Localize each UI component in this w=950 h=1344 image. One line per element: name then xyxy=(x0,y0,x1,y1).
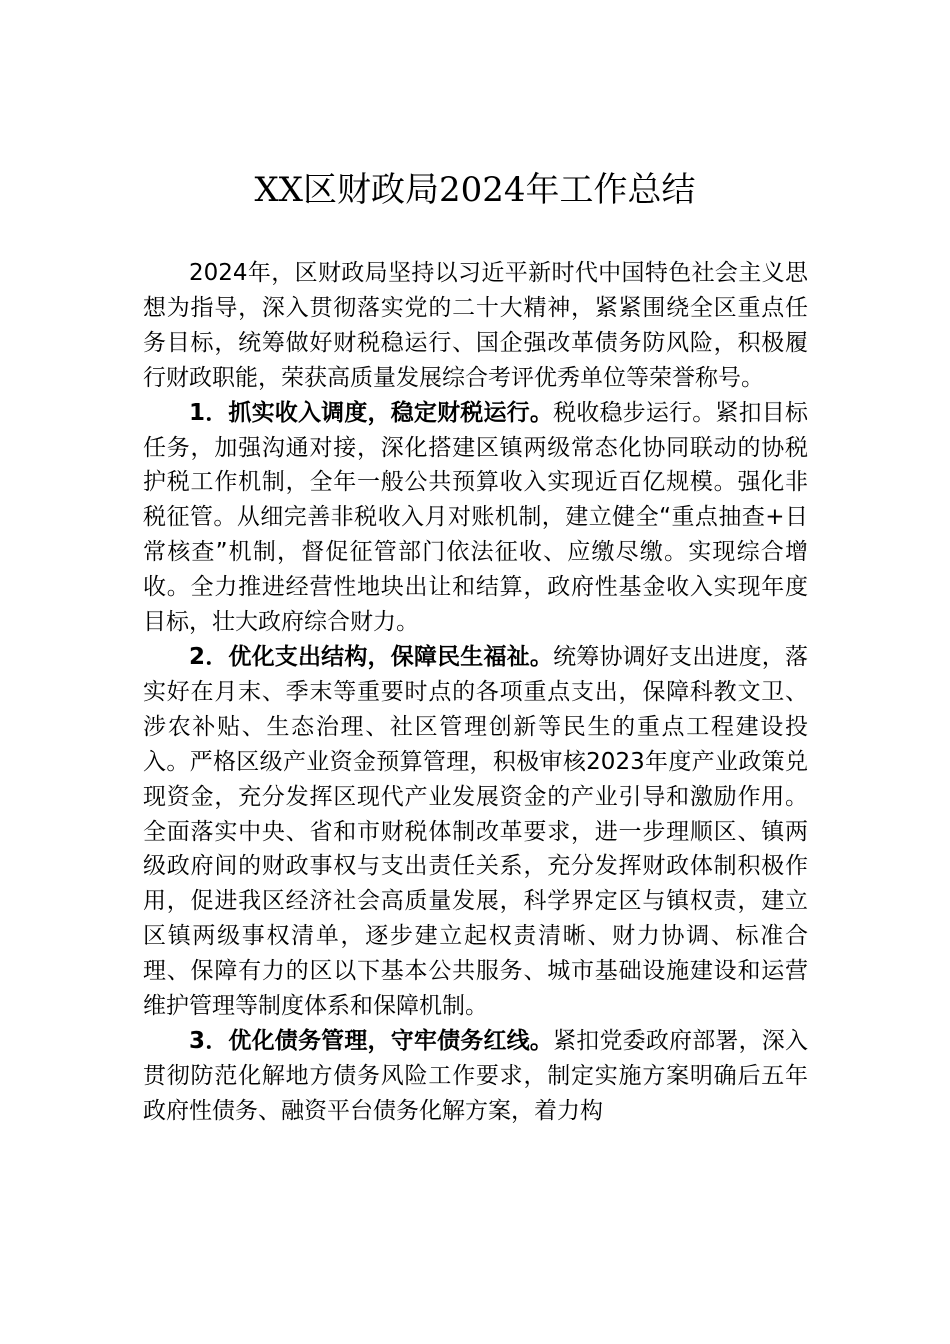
section-paragraph-1 xyxy=(143,396,808,640)
section-text-2: 统筹协调好支出进度，落实好在月末、季末等重要时点的各项重点支出，保障科教文卫、涉农补贴、生态治理、社区管理创新等民生的重点工程建设投入。严格区级产业资金预算管理，积极审核2023年度产业政策兑现资金，充分发挥区现代产业发展资金的产业引导和激励作用。全面落实中央、省和市财税体制改革要求，进一步理顺区、镇两级政府间的财政事权与支出责任关系，充分发挥财政体制积极作用，促进我区经济社会高质量发展，科学界定区与镇权责，建立区镇两级事权清单，逐步建立起权责清晰、财力协调、标准合理、保障有力的区以下基本公共服务、城市基础设施建设和运营维护管理等制度体系和保障机制。 xyxy=(143,643,808,1020)
document-body xyxy=(143,256,808,1129)
document-title: XX区财政局2024年工作总结 xyxy=(254,170,696,210)
section-text-3: 紧扣党委政府部署，深入贯彻防范化解地方债务风险工作要求，制定实施方案明确后五年政府性债务、融资平台债务化解方案，着力构 xyxy=(143,1027,808,1124)
section-heading-3: 3．优化债务管理，守牢债务红线。 xyxy=(189,1027,554,1054)
intro-paragraph: 2024年，区财政局坚持以习近平新时代中国特色社会主义思想为指导，深入贯彻落实党的二十大精神，紧紧围绕全区重点任务目标，统筹做好财税稳运行、国企强改革债务防风险，积极履行财政职能，荣获高质量发展综合考评优秀单位等荣誉称号。 xyxy=(143,260,808,391)
section-text-1: 税收稳步运行。紧扣目标任务，加强沟通对接，深化搭建区镇两级常态化协同联动的协税护税工作机制，全年一般公共预算收入实现近百亿规模。强化非税征管。从细完善非税收入月对账机制，建立健全“重点抽查+日常核查”机制，督促征管部门依法征收、应缴尽缴。实现综合增收。全力推进经营性地块出让和结算，政府性基金收入实现年度目标，壮大政府综合财力。 xyxy=(143,399,808,636)
section-heading-2: 2．优化支出结构，保障民生福祉。 xyxy=(189,643,554,670)
section-paragraph-3 xyxy=(143,1024,808,1129)
section-heading-1: 1．抓实收入调度，稳定财税运行。 xyxy=(189,399,554,426)
section-paragraph-2 xyxy=(143,640,808,1024)
